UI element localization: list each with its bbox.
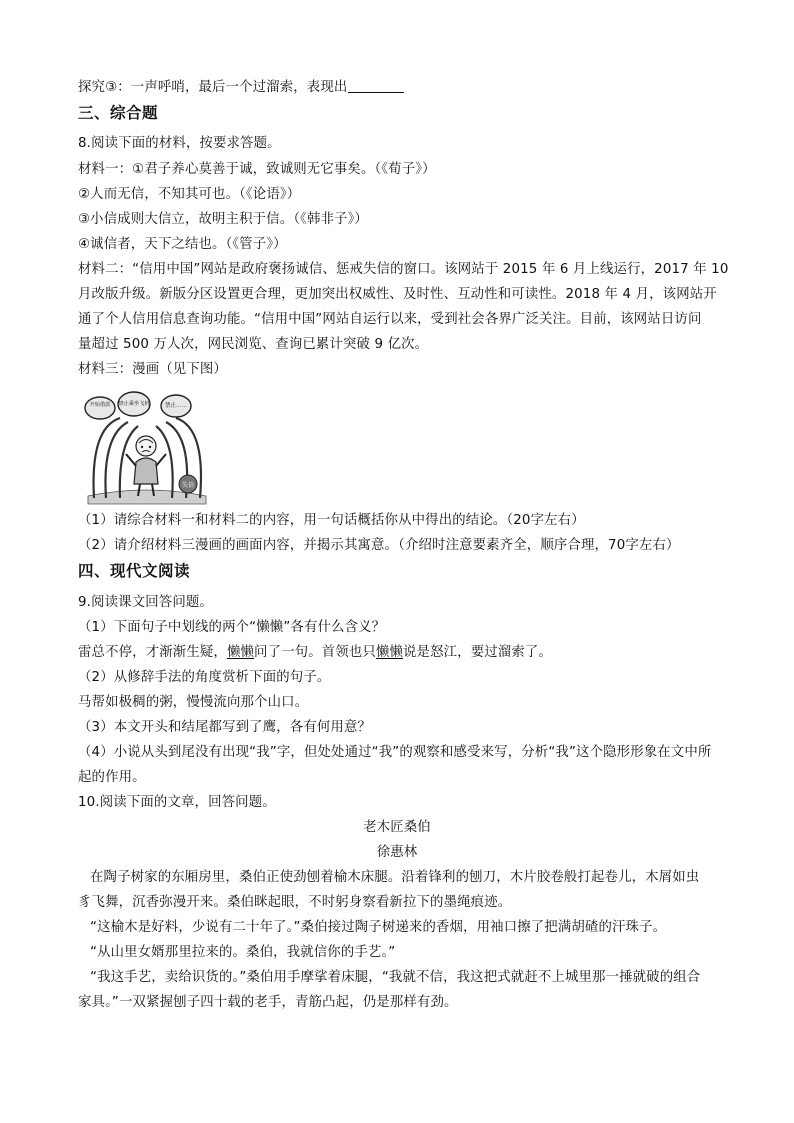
paragraph-1-line-2: 豸飞舞，沉香弥漫开来。桑伯眯起眼，不时躬身察看新拉下的墨绳痕迹。 bbox=[78, 895, 512, 910]
explore-3-line bbox=[78, 78, 728, 98]
underlined-word-1: 懒懒 bbox=[226, 645, 255, 660]
sign-4-text: 失信 bbox=[181, 482, 195, 489]
q9-sentence-part-b: 问了一句。首领也只 bbox=[254, 645, 376, 660]
q10-title: 10.阅读下面的文章，回答问题。 bbox=[78, 795, 276, 810]
sign-1 bbox=[85, 397, 115, 419]
q9-part-2: （2）从修辞手法的角度赏析下面的句子。 bbox=[78, 670, 331, 685]
paragraph-4-line-2: 家具。”一双紧握刨子四十载的老手，青筋凸起，仍是那样有劲。 bbox=[78, 995, 458, 1010]
q9-part-4-line-2: 起的作用。 bbox=[78, 770, 146, 785]
sign-1-text: 开始借款 bbox=[89, 402, 111, 408]
material-3-line: 材料三：漫画（见下图） bbox=[78, 362, 227, 377]
story-title: 老木匠桑伯 bbox=[363, 820, 431, 835]
sign-3-text: 禁止…… bbox=[164, 403, 188, 409]
sign-2-text: 禁止乘坐飞机 bbox=[118, 401, 150, 407]
cartoon-image bbox=[80, 388, 212, 506]
material-2-line-4: 量超过 500 万人次，网民浏览、查询已累计突破 9 亿次。 bbox=[78, 337, 429, 352]
q9-title: 9.阅读课文回答问题。 bbox=[78, 595, 213, 610]
material-1-line-2: ②人而无信，不知其可也。（《论语》） bbox=[78, 187, 301, 202]
material-1-line-1: 材料一：①君子养心莫善于诚，致诚则无它事矣。（《荀子》） bbox=[78, 162, 436, 177]
q8-part-2: （2）请介绍材料三漫画的画面内容，并揭示其寓意。（介绍时注意要素齐全，顺序合理，70字左右） bbox=[78, 538, 680, 553]
paragraph-1-line-1: 在陶子树家的东厢房里，桑伯正使劲刨着榆木床腿。沿着锋利的刨刀，木片胶卷般打起卷儿，木屑如虫 bbox=[90, 870, 700, 885]
story-author: 徐惠林 bbox=[376, 845, 418, 860]
sign-4 bbox=[179, 475, 197, 493]
section-3-title: 三、综合题 bbox=[78, 104, 159, 122]
answer-blank[interactable] bbox=[348, 78, 404, 93]
section-4-title: 四、现代文阅读 bbox=[78, 562, 191, 580]
paragraph-3: “从山里女婿那里拉来的。桑伯，我就信你的手艺。” bbox=[90, 945, 396, 960]
q9-part-1: （1）下面句子中划线的两个“懒懒”各有什么含义？ bbox=[78, 620, 386, 635]
paragraph-4-line-1: “我这手艺，卖给识货的。”桑伯用手摩挲着床腿，“我就不信，我这把式就赶不上城里那一捶就破的组合 bbox=[90, 970, 701, 985]
q9-part-1-sentence bbox=[78, 643, 728, 663]
q9-part-2-sentence: 马帮如极稠的粥，慢慢流向那个山口。 bbox=[78, 695, 309, 710]
material-2-line-1: 材料二：“信用中国”网站是政府褒扬诚信、惩戒失信的窗口。该网站于 2015 年 6 月上线运行，2017 年 10 bbox=[78, 262, 729, 277]
material-1-line-3: ③小信成则大信立，故明主积于信。（《韩非子》） bbox=[78, 212, 368, 227]
paragraph-2: “这榆木是好料，少说有二十年了。”桑伯接过陶子树递来的香烟，用袖口擦了把满胡碴的汗珠子。 bbox=[90, 920, 667, 935]
q8-part-1: （1）请综合材料一和材料二的内容，用一句话概括你从中得出的结论。（20字左右） bbox=[78, 513, 585, 528]
material-1-line-4: ④诚信者，天下之结也。（《管子》） bbox=[78, 237, 287, 252]
material-2-line-3: 通了个人信用信息查询功能。“信用中国”网站自运行以来，受到社会各界广泛关注。目前，该网站日访问 bbox=[78, 312, 702, 327]
explore-3-text: 探究③：一声呼哨，最后一个过溜索，表现出 bbox=[78, 80, 348, 95]
q9-part-3: （3）本文开头和结尾都写到了鹰，各有何用意？ bbox=[78, 720, 372, 735]
material-2-line-2: 月改版升级。新版分区设置更合理，更加突出权威性、及时性、互动性和可读性。2018 年 4 月，该网站开 bbox=[78, 287, 717, 302]
sign-2 bbox=[118, 392, 150, 416]
q8-title: 8.阅读下面的材料，按要求答题。 bbox=[78, 136, 281, 151]
underlined-word-2: 懒懒 bbox=[375, 645, 404, 660]
sign-3 bbox=[161, 395, 191, 417]
q9-sentence-part-c: 说是怒江，要过溜索了。 bbox=[403, 645, 552, 660]
q9-part-4-line-1: （4）小说从头到尾没有出现“我”字，但处处通过“我”的观察和感受来写，分析“我”这个隐形形象在文中所 bbox=[78, 745, 712, 760]
q9-sentence-part-a: 雷总不停，才渐渐生疑， bbox=[78, 645, 227, 660]
